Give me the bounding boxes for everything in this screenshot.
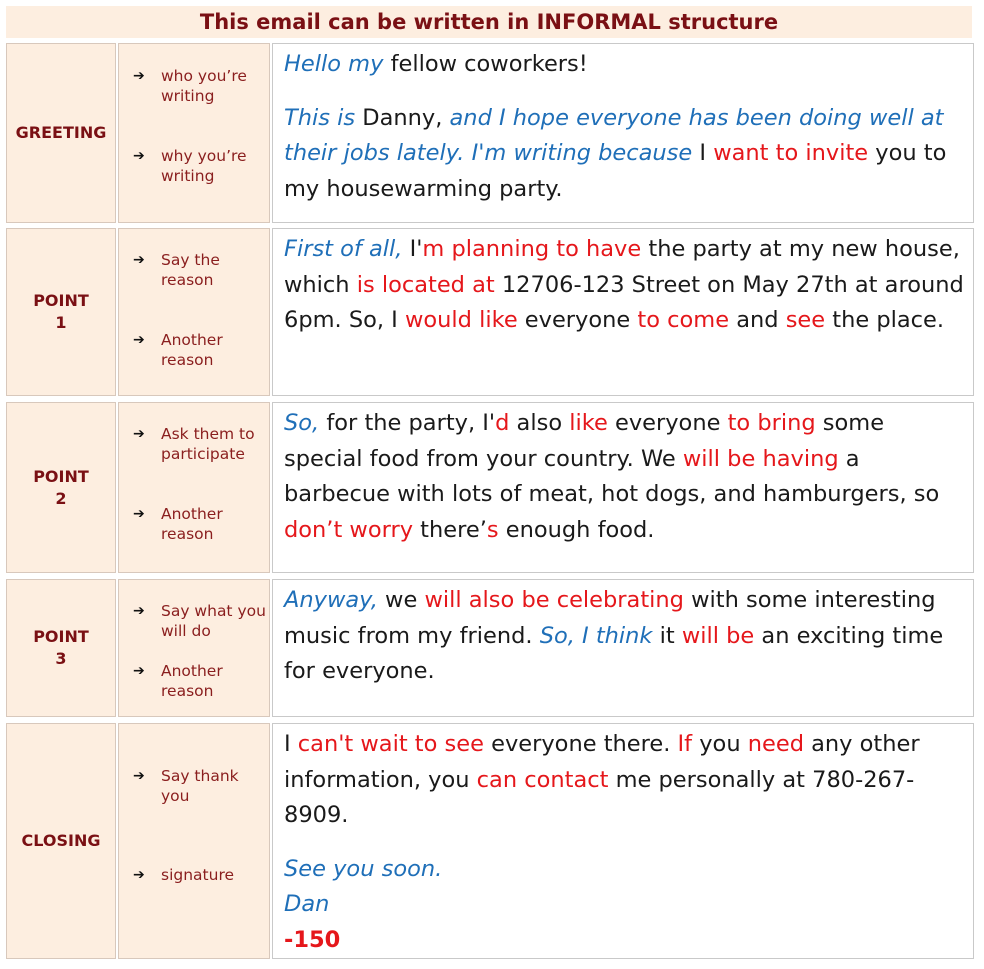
- row-label: GREETING: [15, 123, 107, 142]
- email-paragraph: [284, 852, 967, 959]
- phrase-text: it: [652, 622, 682, 649]
- row-label-number: 1: [55, 313, 67, 332]
- hint-item: [133, 766, 267, 806]
- phrase-grammar: don’t worry: [284, 516, 414, 543]
- phrase-text: everyone: [607, 410, 728, 436]
- row-label-cell: [6, 43, 116, 223]
- hint-text: Another reason: [161, 331, 223, 369]
- hint-cell: [118, 402, 270, 573]
- table-row-closing: [6, 723, 974, 959]
- hint-text: Ask them to participate: [161, 425, 255, 463]
- phrase-grammar: to come: [637, 307, 730, 333]
- phrase-text: there’: [413, 516, 487, 543]
- row-label-cell: [6, 228, 116, 396]
- page-title: This email can be written in INFORMAL structure: [6, 6, 972, 38]
- arrow-right-icon: ➔: [133, 663, 145, 679]
- hint-cell: [118, 723, 270, 959]
- row-label-cell: [6, 579, 116, 717]
- row-label-cell: [6, 402, 116, 573]
- arrow-right-icon: ➔: [133, 148, 145, 164]
- row-label: POINT: [33, 627, 89, 646]
- phrase-text: you to my housewarming party.: [284, 140, 947, 202]
- phrase-text: some special food from your country. We: [284, 410, 885, 472]
- phrase-text: a barbecue with lots of meat, hot dogs, and hamburgers, so: [284, 445, 940, 507]
- hint-item: [133, 865, 267, 885]
- arrow-right-icon: ➔: [133, 252, 145, 268]
- phrase-connector: Dan: [284, 891, 330, 917]
- phrase-text: 12706-123 Street on May 27th at around 6pm. So, I: [284, 271, 964, 333]
- hint-item: [133, 66, 267, 106]
- phrase-connector: See you soon.: [284, 855, 443, 882]
- phrase-grammar: s: [486, 516, 499, 543]
- hint-cell: [118, 228, 270, 396]
- phrase-connector: So, I think: [539, 622, 653, 649]
- row-label: POINT: [33, 291, 89, 310]
- row-label-number: 3: [55, 649, 67, 668]
- phrase-text: I: [284, 731, 298, 757]
- phrase-text: I': [402, 236, 423, 262]
- phrase-grammar: want to invite: [713, 140, 869, 166]
- phrase-grammar: will be having: [682, 445, 839, 472]
- phrase-connector: Hello my: [284, 51, 384, 77]
- body-cell: [272, 43, 974, 223]
- phrase-grammar: can't wait to see: [297, 731, 484, 757]
- email-paragraph: [284, 727, 967, 834]
- hint-item: [133, 424, 267, 464]
- table-row-point-2: [6, 402, 974, 573]
- email-paragraph: [284, 47, 967, 83]
- hint-item: [133, 504, 267, 544]
- phrase-text: we: [377, 587, 425, 613]
- hint-item: [133, 601, 267, 641]
- phrase-text: also: [509, 410, 570, 436]
- phrase-connector: This is: [284, 104, 356, 131]
- row-label: CLOSING: [21, 831, 101, 850]
- phrase-grammar: will be: [681, 622, 755, 649]
- phrase-text: me personally at 780-267-8909.: [284, 766, 915, 828]
- phrase-text: you: [692, 731, 748, 757]
- hint-text: Another reason: [161, 505, 223, 543]
- phrase-text: everyone: [517, 307, 638, 333]
- phrase-text: an exciting time for everyone.: [284, 622, 944, 684]
- phrase-text: fellow coworkers!: [383, 51, 588, 77]
- hint-item: [133, 146, 267, 186]
- phrase-grammar: d: [495, 410, 510, 436]
- table-row-greeting: [6, 43, 974, 223]
- arrow-right-icon: ➔: [133, 768, 145, 784]
- hint-text: signature: [161, 866, 235, 884]
- row-label-cell: [6, 723, 116, 959]
- body-cell: [272, 402, 974, 573]
- phrase-text: Danny,: [355, 104, 450, 131]
- phrase-text: everyone there.: [483, 731, 678, 757]
- body-cell: [272, 579, 974, 717]
- hint-text: Say what you will do: [161, 602, 266, 640]
- phrase-connector: First of all,: [284, 236, 403, 262]
- phrase-connector: Anyway,: [284, 587, 378, 613]
- phrase-text: and: [729, 307, 786, 333]
- email-paragraph: [284, 101, 967, 208]
- phrase-grammar: like: [569, 410, 608, 436]
- row-label: POINT: [33, 466, 89, 486]
- phrase-grammar: is located at: [356, 271, 495, 298]
- phrase-grammar: need: [747, 731, 804, 757]
- email-paragraph: [284, 583, 967, 690]
- table-row-point-1: [6, 228, 974, 396]
- email-paragraph: [284, 406, 967, 548]
- arrow-right-icon: ➔: [133, 603, 145, 619]
- hint-text: who you’re writing: [161, 67, 247, 105]
- phrase-text: the place.: [825, 307, 945, 333]
- phrase-connector: and I hope everyone has been doing well at their jobs lately. I'm writing because: [284, 104, 944, 166]
- hint-cell: [118, 579, 270, 717]
- arrow-right-icon: ➔: [133, 68, 145, 84]
- table-row-point-3: [6, 579, 974, 717]
- hint-text: Say the reason: [161, 251, 220, 289]
- phrase-grammar: to bring: [727, 410, 816, 436]
- body-cell: [272, 723, 974, 959]
- phrase-text: I: [692, 140, 714, 166]
- hint-item: [133, 250, 267, 290]
- phrase-text: any other information, you: [284, 731, 920, 793]
- phrase-text: the party at my new house, which: [284, 236, 960, 298]
- hint-text: Say thank you: [161, 767, 239, 805]
- phrase-grammar: would like: [404, 307, 518, 333]
- hint-item: [133, 661, 267, 701]
- phrase-grammar: If: [677, 731, 693, 757]
- body-cell: [272, 228, 974, 396]
- arrow-right-icon: ➔: [133, 426, 145, 442]
- hint-cell: [118, 43, 270, 223]
- phrase-connector: So,: [284, 410, 320, 436]
- hint-text: Another reason: [161, 662, 223, 700]
- hint-text: why you’re writing: [161, 147, 247, 185]
- arrow-right-icon: ➔: [133, 506, 145, 522]
- score-text: -150: [284, 926, 341, 953]
- arrow-right-icon: ➔: [133, 867, 145, 883]
- hint-item: [133, 330, 267, 370]
- phrase-grammar: can contact: [476, 766, 609, 793]
- email-paragraph: [284, 232, 967, 339]
- phrase-grammar: m planning to have: [422, 236, 642, 262]
- phrase-grammar: see: [785, 307, 826, 333]
- arrow-right-icon: ➔: [133, 332, 145, 348]
- phrase-text: enough food.: [498, 516, 655, 543]
- phrase-text: for the party, I': [319, 410, 496, 436]
- phrase-text: with some interesting music from my friend.: [284, 587, 936, 649]
- row-label-number: 2: [55, 488, 67, 508]
- phrase-grammar: will also be celebrating: [424, 587, 684, 613]
